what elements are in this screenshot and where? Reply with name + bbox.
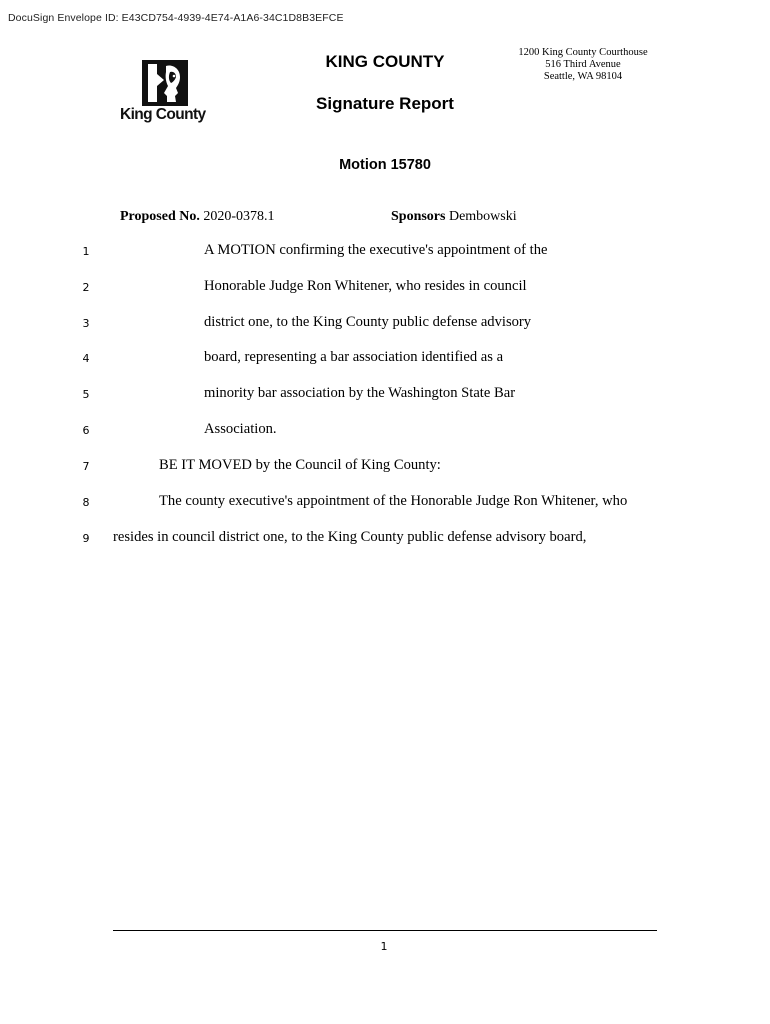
line-number: 8 [82,496,90,509]
line-number: 5 [82,388,90,401]
line-text: The county executive's appointment of the Honorable Judge Ron Whitener, who [159,493,628,509]
line-text: A MOTION confirming the executive's appointment of the [204,242,548,258]
proposed-label: Proposed No. [120,209,200,224]
page-number: 1 [380,940,388,953]
address-line-2: 516 Third Avenue [545,59,621,70]
line-text: district one, to the King County public defense advisory [204,314,532,330]
body-line [0,493,770,513]
line-text: BE IT MOVED by the Council of King County: [159,457,441,473]
line-text: minority bar association by the Washington State Bar [204,385,516,401]
body-line [0,421,770,441]
line-number: 4 [82,352,90,365]
line-number: 1 [82,245,90,258]
county-title: KING COUNTY [325,52,445,71]
line-number: 6 [82,424,90,437]
line-number: 3 [82,317,90,330]
body-line [0,457,770,477]
proposed-value: 2020-0378.1 [203,209,275,224]
body-line [0,349,770,369]
line-text: Honorable Judge Ron Whitener, who resides in council [204,278,527,294]
proposed-number [120,209,275,225]
line-number: 9 [82,532,90,545]
address-block [508,47,658,83]
line-text: board, representing a bar association identified as a [204,349,504,365]
sponsors-value: Dembowski [448,209,517,224]
sponsors [391,209,517,225]
king-county-logo-icon [142,60,188,106]
line-text: resides in council district one, to the King County public defense advisory board, [113,529,587,545]
docusign-envelope-id: DocuSign Envelope ID: E43CD754-4939-4E74-A1A6-34C1D8B3EFCE [8,12,344,24]
report-title: Signature Report [316,94,454,113]
king-county-logo [118,58,214,128]
body-line [0,385,770,405]
address-line-1: 1200 King County Courthouse [518,47,648,58]
logo-text: King County [120,106,206,123]
line-number: 7 [82,460,90,473]
address-line-3: Seattle, WA 98104 [543,71,623,82]
line-text: Association. [204,421,277,437]
sponsors-label: Sponsors [391,209,446,224]
body-line [0,314,770,334]
line-number: 2 [82,281,90,294]
footer-divider [113,930,657,931]
body-line [0,278,770,298]
motion-title: Motion 15780 [339,157,431,173]
body-line [0,529,770,549]
body-line [0,242,770,262]
